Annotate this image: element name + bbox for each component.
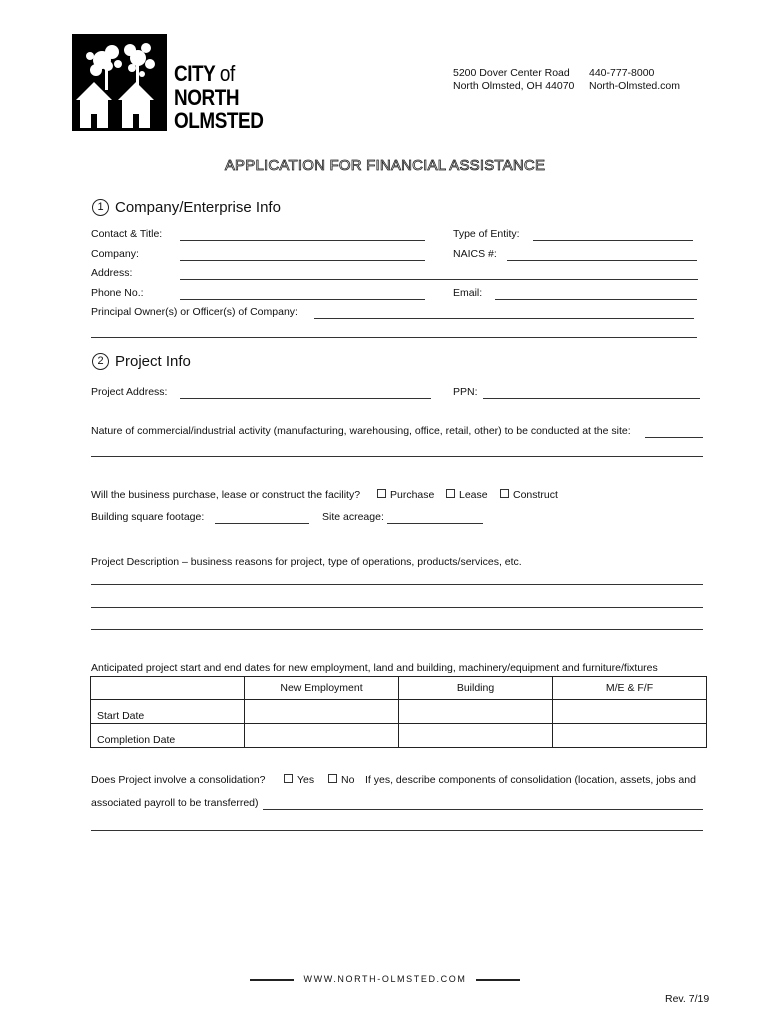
consolidation-no-checkbox[interactable] xyxy=(328,774,337,783)
section-2-title: Project Info xyxy=(115,353,191,370)
section-1-title: Company/Enterprise Info xyxy=(115,199,281,216)
contact-phone: 440-777-8000 xyxy=(589,67,655,79)
address-street: 5200 Dover Center Road xyxy=(453,67,570,79)
section-1-number: 1 xyxy=(92,199,109,216)
consolidation-no-option[interactable] xyxy=(328,774,354,786)
naics-field[interactable] xyxy=(507,260,697,261)
address-field[interactable] xyxy=(180,279,698,280)
project-description-line-2[interactable] xyxy=(91,607,703,608)
site-acreage-field[interactable] xyxy=(387,523,483,524)
consolidation-describe-label: If yes, describe components of consolidation (location, assets, jobs and xyxy=(365,774,696,786)
entity-type-label: Type of Entity: xyxy=(453,228,520,240)
contact-title-field[interactable] xyxy=(180,240,425,241)
revision-label: Rev. 7/19 xyxy=(665,993,710,1005)
project-description-label: Project Description – business reasons for project, type of operations, products/services, etc. xyxy=(91,556,522,568)
construct-checkbox[interactable] xyxy=(500,489,509,498)
logo-line-city: CITY of xyxy=(174,61,235,86)
email-field[interactable] xyxy=(495,299,697,300)
consolidation-yes-option[interactable] xyxy=(284,774,314,786)
entity-type-field[interactable] xyxy=(533,240,693,241)
table-header-me-ff: M/E & F/F xyxy=(553,677,707,700)
table-row xyxy=(91,700,707,724)
square-footage-label: Building square footage: xyxy=(91,511,205,523)
construct-option[interactable] xyxy=(500,489,558,501)
section-2-number: 2 xyxy=(92,353,109,370)
document-title: APPLICATION FOR FINANCIAL ASSISTANCE xyxy=(224,157,546,174)
start-date-me-ff-cell[interactable] xyxy=(553,700,707,724)
contact-website: North-Olmsted.com xyxy=(589,80,681,92)
table-header-row xyxy=(91,677,707,700)
purchase-option-label: Purchase xyxy=(390,489,435,501)
table-header-new-employment: New Employment xyxy=(245,677,399,700)
consolidation-field[interactable] xyxy=(263,809,703,810)
company-label: Company: xyxy=(91,248,139,260)
footer-url xyxy=(0,974,770,984)
row-label-start-date: Start Date xyxy=(91,700,245,724)
start-date-building-cell[interactable] xyxy=(399,700,553,724)
principal-field-continued[interactable] xyxy=(91,337,697,338)
city-logo xyxy=(72,34,277,132)
section-2-heading xyxy=(92,353,191,370)
anticipated-dates-label: Anticipated project start and end dates for new employment, land and building, machinery/equipment and furniture/fixtures xyxy=(91,662,658,674)
naics-label: NAICS #: xyxy=(453,248,497,260)
purchase-checkbox[interactable] xyxy=(377,489,386,498)
square-footage-field[interactable] xyxy=(215,523,309,524)
start-date-new-employment-cell[interactable] xyxy=(245,700,399,724)
nature-field-continued[interactable] xyxy=(91,456,703,457)
consolidation-no-label: No xyxy=(341,774,355,786)
table-header-cell xyxy=(91,677,245,700)
footer-rule-left xyxy=(250,979,294,981)
address-city: North Olmsted, OH 44070 xyxy=(453,80,575,92)
nature-field[interactable] xyxy=(645,437,703,438)
consolidation-yes-checkbox[interactable] xyxy=(284,774,293,783)
section-1-heading xyxy=(92,199,281,216)
address-label: Address: xyxy=(91,267,133,279)
project-address-label: Project Address: xyxy=(91,386,168,398)
phone-field[interactable] xyxy=(180,299,425,300)
completion-date-me-ff-cell[interactable] xyxy=(553,724,707,748)
contact-title-label: Contact & Title: xyxy=(91,228,163,240)
city-logo-mark-icon xyxy=(72,34,167,131)
anticipated-dates-table xyxy=(90,676,707,748)
consolidation-payroll-label: associated payroll to be transferred) xyxy=(91,797,259,809)
site-acreage-label: Site acreage: xyxy=(322,511,384,523)
completion-date-building-cell[interactable] xyxy=(399,724,553,748)
company-field[interactable] xyxy=(180,260,425,261)
lease-checkbox[interactable] xyxy=(446,489,455,498)
consolidation-field-continued[interactable] xyxy=(91,830,703,831)
lease-option[interactable] xyxy=(446,489,488,501)
address-block xyxy=(453,67,574,93)
nature-label: Nature of commercial/industrial activity (manufacturing, warehousing, office, retail, other) to be conducted at the site: xyxy=(91,425,631,437)
lease-option-label: Lease xyxy=(459,489,488,501)
footer-url-text: WWW.NORTH-OLMSTED.COM xyxy=(303,974,467,984)
contact-block xyxy=(589,67,680,93)
project-description-line-1[interactable] xyxy=(91,584,703,585)
principal-field[interactable] xyxy=(314,318,694,319)
ppn-field[interactable] xyxy=(483,398,700,399)
purchase-question-label: Will the business purchase, lease or construct the facility? xyxy=(91,489,361,501)
footer-rule-right xyxy=(476,979,520,981)
principal-label: Principal Owner(s) or Officer(s) of Company: xyxy=(91,306,298,318)
table-row xyxy=(91,724,707,748)
project-description-line-3[interactable] xyxy=(91,629,703,630)
construct-option-label: Construct xyxy=(513,489,558,501)
email-label: Email: xyxy=(453,287,483,299)
phone-label: Phone No.: xyxy=(91,287,144,299)
logo-line-olmsted: OLMSTED xyxy=(174,108,264,133)
row-label-completion-date: Completion Date xyxy=(91,724,245,748)
ppn-label: PPN: xyxy=(453,386,478,398)
completion-date-new-employment-cell[interactable] xyxy=(245,724,399,748)
project-address-field[interactable] xyxy=(180,398,431,399)
purchase-option[interactable] xyxy=(377,489,434,501)
consolidation-yes-label: Yes xyxy=(297,774,315,786)
logo-line-north: NORTH xyxy=(174,85,240,110)
consolidation-question-label: Does Project involve a consolidation? xyxy=(91,774,266,786)
table-header-building: Building xyxy=(399,677,553,700)
